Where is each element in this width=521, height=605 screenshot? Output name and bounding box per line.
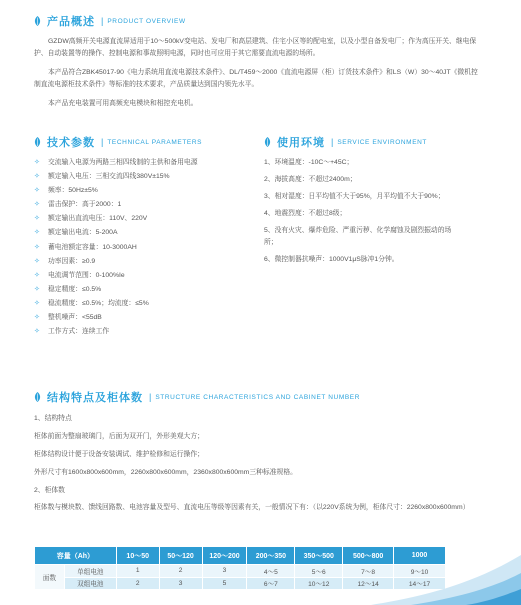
list-item: 1、环境温度：-10C～+45C； xyxy=(264,159,354,166)
list-item: ✧ 额定输出直流电压：110V、220V xyxy=(34,212,254,226)
sparkle-icon: ✧ xyxy=(34,257,40,265)
row-group-label: 面数 xyxy=(35,565,65,590)
sparkle-icon: ✧ xyxy=(34,314,40,322)
structure-line-2: 柜体前面为整扇玻璃门，后面为双开门，外形美观大方； xyxy=(34,433,204,440)
structure-line-4: 外形尺寸有1600x800x600mm，2260x800x600mm，2360x800x600mm三种标准规格。 xyxy=(34,469,297,476)
env-heading: 使用环境 | SERVICE ENVIRONMENT xyxy=(264,134,427,150)
table-cell: 4～5 xyxy=(247,565,295,578)
list-item: 3、相对湿度：日平均值不大于95%，月平均值不大于90%； xyxy=(264,193,445,200)
table-cell: 2 xyxy=(116,577,159,590)
overview-paragraph-2: 本产品符合ZBK45017-90《电力系统用直流电源技术条件》、DL/T459～2000《直流电源屏（柜）订货技术条件》和LS（W）30～40JT《微机控制直流电源柜技术条件》等标准的技术要求，产品质量达到国内领先水平。 xyxy=(34,69,478,88)
sparkle-icon: ✧ xyxy=(34,271,40,279)
table-cell: 5～6 xyxy=(295,565,343,578)
table-header-cell: 350～500 xyxy=(295,547,343,565)
table-cell: 9～10 xyxy=(394,565,446,578)
table-cell: 3 xyxy=(159,577,202,590)
tech-heading: 技术参数 | TECHNICAL PARAMETERS xyxy=(34,134,202,150)
table-cell: 5 xyxy=(202,577,247,590)
list-item: ✧ 稳定精度：≤0.5% xyxy=(34,283,254,297)
table-cell: 单组电池 xyxy=(64,565,116,578)
table-cell: 14～17 xyxy=(394,577,446,590)
leaf-icon xyxy=(264,137,271,147)
structure-line-5: 2、柜体数 xyxy=(34,487,65,494)
leaf-icon xyxy=(34,137,41,147)
list-item: ✧ 频率：50Hz±5% xyxy=(34,184,254,198)
sparkle-icon: ✧ xyxy=(34,299,40,307)
env-title: 使用环境 xyxy=(277,137,325,149)
sparkle-icon: ✧ xyxy=(34,285,40,293)
overview-title: 产品概述 xyxy=(47,16,95,28)
tech-title-en: TECHNICAL PARAMETERS xyxy=(107,138,203,146)
table-header-cell: 120～200 xyxy=(202,547,247,565)
overview-title-en: PRODUCT OVERVIEW xyxy=(107,17,186,25)
table-cell: 双组电池 xyxy=(64,577,116,590)
overview-paragraph-3: 本产品充电装置可用高频充电模块和相控充电机。 xyxy=(48,100,198,107)
sparkle-icon: ✧ xyxy=(34,229,40,237)
list-item: ✧ 整机噪声：<55dB xyxy=(34,311,254,325)
table-cell: 3 xyxy=(202,565,247,578)
sparkle-icon: ✧ xyxy=(34,187,40,195)
env-list xyxy=(264,157,454,271)
sparkle-icon: ✧ xyxy=(34,201,40,209)
structure-line-1: 1、结构特点 xyxy=(34,415,72,422)
list-item: ✧ 交流输入电源为两路三相四线制的主供和备用电源 xyxy=(34,156,254,170)
list-item: 5、没有火灾、爆炸危险、严重污秽、化学腐蚀及剧烈振动的场所； xyxy=(264,227,452,246)
sparkle-icon: ✧ xyxy=(34,159,40,166)
table-header-cell: 1000 xyxy=(394,547,446,565)
table-cell: 1 xyxy=(116,565,159,578)
sparkle-icon: ✧ xyxy=(34,173,40,181)
leaf-icon xyxy=(34,16,41,26)
table-header-cell: 500～800 xyxy=(343,547,394,565)
list-item: ✧ 稳流精度：≤0.5%；均流度：≤5% xyxy=(34,297,254,311)
overview-heading: 产品概述 | PRODUCT OVERVIEW xyxy=(34,13,186,29)
structure-line-6: 柜体数与模块数、馈线回路数、电池容量及型号、直流电压等级等因素有关，一般情况下有：（以220V系统为例，柜体尺寸：2260x800x600mm） xyxy=(34,504,470,511)
list-item: ✧ 电流调节范围：0-100%Ie xyxy=(34,269,254,283)
table-cell: 7～8 xyxy=(343,565,394,578)
list-item: ✧ 蓄电池额定容量：10-3000AH xyxy=(34,241,254,255)
overview-paragraph-1: GZDW高频开关电源直流屏适用于10～500kV变电站、发电厂和高层建筑、住宅小区等的配电室，以及小型自备发电厂；作为高压开关、继电保护、自动装置等的操作、控制电源和事故照明电源，同时也可应用于其它需要直流电源的场所。 xyxy=(34,38,477,57)
table-header-cell: 200～350 xyxy=(247,547,295,565)
structure-title: 结构特点及柜体数 xyxy=(47,392,143,404)
list-item: ✧ 额定输出电流：5-200A xyxy=(34,226,254,240)
list-item: ✧ 额定输入电压：三相交流四线380V±15% xyxy=(34,170,254,184)
tech-param-list xyxy=(34,156,254,339)
table-cell: 10～12 xyxy=(295,577,343,590)
table-header-cell: 50～120 xyxy=(159,547,202,565)
table-header-cell: 10～50 xyxy=(116,547,159,565)
tech-title: 技术参数 xyxy=(47,137,95,149)
list-item: 2、海拔高度：不超过2400m； xyxy=(264,176,357,183)
list-item: ✧ 雷击保护：高于2000：1 xyxy=(34,198,254,212)
table-cell: 6～7 xyxy=(247,577,295,590)
structure-title-en: STRUCTURE CHARACTERISTICS AND CABINET NUMBER xyxy=(155,393,361,401)
corner-swoosh-decoration xyxy=(371,545,521,605)
list-item: ✧ 功率因素：≥0.9 xyxy=(34,255,254,269)
sparkle-icon: ✧ xyxy=(34,328,40,336)
list-item: ✧ 工作方式：连续工作 xyxy=(34,325,254,339)
list-item: 6、微控制器抗噪声：1000V1μS脉冲1分钟。 xyxy=(264,255,399,263)
table-header-cell: 容量（Ah） xyxy=(35,547,117,565)
leaf-icon xyxy=(34,392,41,402)
list-item: 4、地震烈度：不超过8级； xyxy=(264,210,347,217)
structure-line-3: 柜体结构设计便于设备安装调试、维护检修和运行操作； xyxy=(34,451,204,458)
env-title-en: SERVICE ENVIRONMENT xyxy=(337,138,427,146)
table-cell: 12～14 xyxy=(343,577,394,590)
structure-heading: 结构特点及柜体数 | STRUCTURE CHARACTERISTICS AND CABINET NUMBER xyxy=(34,389,360,405)
sparkle-icon: ✧ xyxy=(34,243,40,251)
sparkle-icon: ✧ xyxy=(34,215,40,223)
table-cell: 2 xyxy=(159,565,202,578)
